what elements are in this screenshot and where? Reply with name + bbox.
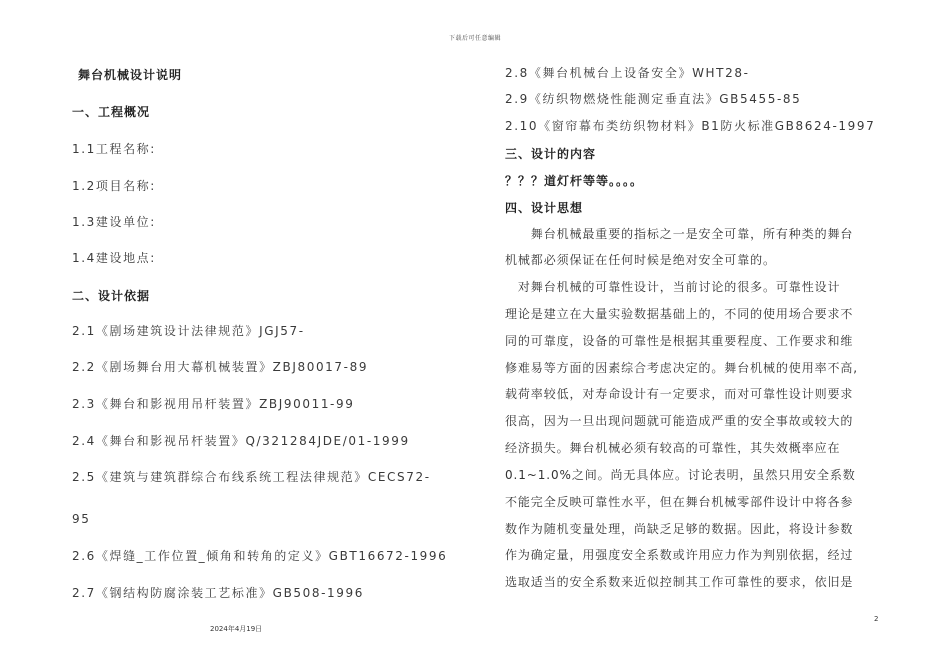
page-number: 2: [874, 615, 879, 623]
reference-2-4: 2.4《舞台和影视吊杆装置》Q/321284JDE/01-1999: [72, 434, 410, 448]
reference-2-6: 2.6《焊缝_工作位置_倾角和转角的定义》GBT16672-1996: [72, 549, 448, 563]
paragraph-2-line: 不能完全反映可靠性水平，但在舞台机械零部件设计中将各参: [505, 495, 854, 509]
paragraph-2-line: 数作为随机变量处理，尚缺乏足够的数据。因此，将设计参数: [505, 522, 854, 536]
reference-2-3: 2.3《舞台和影视用吊杆装置》ZBJ90011-99: [72, 397, 355, 411]
header-note: 下载后可任意编辑: [448, 35, 501, 42]
reference-2-10: 2.10《窗帘幕布类纺织物材料》B1防火标准GB8624-1997: [505, 119, 876, 133]
section-4-heading: 四、设计思想: [505, 201, 584, 215]
reference-2-9: 2.9《纺织物燃烧性能测定垂直法》GB5455-85: [505, 92, 802, 106]
paragraph-2-line: 理论是建立在大量实验数据基础上的，不同的使用场合要求不: [505, 307, 854, 321]
section-3-heading: 三、设计的内容: [505, 147, 597, 161]
section-2-heading: 二、设计依据: [72, 289, 151, 303]
project-item-name-item: 1.2项目名称:: [72, 179, 156, 193]
paragraph-2-line: 对舞台机械的可靠性设计，当前讨论的很多。可靠性设计: [505, 280, 841, 294]
paragraph-2-line: 很高，因为一旦出现问题就可能造成严重的安全事故或较大的: [505, 414, 854, 428]
construction-unit-item: 1.3建设单位:: [72, 215, 156, 229]
paragraph-2-line: 选取适当的安全系数来近似控制其工作可靠性的要求，依旧是: [505, 575, 854, 589]
project-name-item: 1.1工程名称:: [72, 142, 156, 156]
paragraph-1-line: 舞台机械最重要的指标之一是安全可靠，所有种类的舞台: [505, 227, 854, 241]
paragraph-2-line: 0.1~1.0%之间。尚无具体应。讨论表明，虽然只用安全系数: [505, 468, 856, 482]
reference-2-5-continued: 95: [72, 512, 91, 526]
construction-site-item: 1.4建设地点:: [72, 251, 156, 265]
section-3-content: ？？？道灯杆等等。。。。: [505, 174, 644, 188]
reference-2-2: 2.2《剧场舞台用大幕机械装置》ZBJ80017-89: [72, 360, 369, 374]
section-1-heading: 一、工程概况: [72, 105, 151, 119]
footer-date: 2024年4月19日: [210, 625, 263, 633]
paragraph-2-line: 作为确定量，用强度安全系数或许用应力作为判别依据，经过: [505, 548, 854, 562]
reference-2-7: 2.7《钢结构防腐涂装工艺标准》GB508-1996: [72, 586, 364, 600]
paragraph-2-line: 同的可靠度，设备的可靠性是根据其重要程度、工作要求和维: [505, 334, 854, 348]
paragraph-2-line: 修难易等方面的因素综合考虑决定的。舞台机械的使用率不高,: [505, 361, 859, 375]
reference-2-5: 2.5《建筑与建筑群综合布线系统工程法律规范》CECS72-: [72, 470, 431, 484]
paragraph-2-line: 载荷率较低，对寿命设计有一定要求，而对可靠性设计则要求: [505, 387, 854, 401]
reference-2-8: 2.8《舞台机械台上设备安全》WHT28-: [505, 66, 750, 80]
paragraph-1-line: 机械都必须保证在任何时候是绝对安全可靠的。: [505, 253, 776, 267]
reference-2-1: 2.1《剧场建筑设计法律规范》JGJ57-: [72, 324, 305, 338]
paragraph-2-line: 经济损失。舞台机械必须有较高的可靠性，其失效概率应在: [505, 441, 841, 455]
document-title: 舞台机械设计说明: [78, 68, 183, 82]
